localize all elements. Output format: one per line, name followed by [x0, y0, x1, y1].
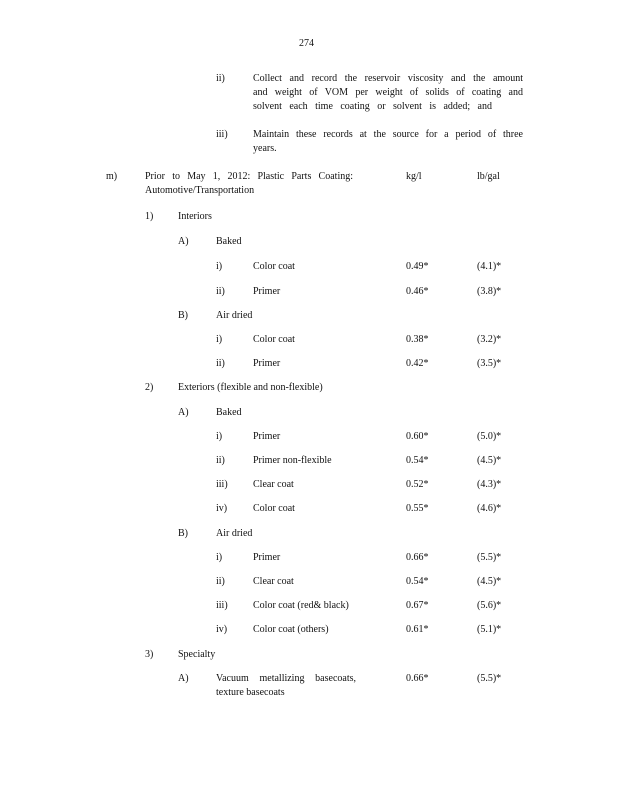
item-text-line: Maintain these records at the source for a period of three [253, 129, 523, 140]
row-number: iv) [216, 503, 228, 514]
item-text-line: Collect and record the reservoir viscosity and the amount [253, 73, 523, 84]
row-number: 2) [145, 382, 154, 393]
row-text: Clear coat [253, 576, 294, 587]
row-text: Baked [216, 407, 242, 418]
item-text-line: and weight of VOM per weight of solids of coating and [253, 87, 523, 98]
row-number: ii) [216, 576, 225, 587]
row-lb: (4.1)* [477, 261, 502, 272]
row-text: Primer [253, 431, 281, 442]
row-number: B) [178, 310, 188, 321]
row-number: B) [178, 528, 188, 539]
row-number: A) [178, 407, 189, 418]
row-lb: (5.1)* [477, 624, 502, 635]
row-number: 1) [145, 211, 154, 222]
row-lb: (3.5)* [477, 358, 502, 369]
row-kg: 0.42* [406, 358, 429, 369]
row-number: i) [216, 552, 223, 563]
unit-header-kg: kg/l [406, 171, 422, 182]
unit-header-lb: lb/gal [477, 171, 500, 182]
row-text: Primer [253, 358, 281, 369]
row-text: Color coat [253, 261, 295, 272]
row-text: Air dried [216, 310, 253, 321]
row-number: i) [216, 431, 223, 442]
row-lb: (5.0)* [477, 431, 502, 442]
row-kg: 0.60* [406, 431, 429, 442]
row-number: iii) [216, 600, 228, 611]
page-number: 274 [299, 38, 314, 49]
row-kg: 0.61* [406, 624, 429, 635]
row-text: Exteriors (flexible and non-flexible) [178, 382, 323, 393]
row-number: A) [178, 236, 189, 247]
row-number: ii) [216, 455, 225, 466]
row-number: 3) [145, 649, 154, 660]
item-number: iii) [216, 129, 228, 140]
row-number: A) [178, 673, 189, 684]
row-lb: (4.3)* [477, 479, 502, 490]
row-kg: 0.46* [406, 286, 429, 297]
row-text: Color coat (red& black) [253, 600, 349, 611]
row-text: Color coat [253, 334, 295, 345]
row-kg: 0.66* [406, 673, 429, 684]
row-lb: (3.8)* [477, 286, 502, 297]
row-text: Specialty [178, 649, 216, 660]
row-text: Vacuum metallizing basecoats, [216, 673, 356, 684]
row-number: iv) [216, 624, 228, 635]
section-title-line: Prior to May 1, 2012: Plastic Parts Coating: [145, 171, 353, 182]
row-lb: (4.6)* [477, 503, 502, 514]
row-kg: 0.52* [406, 479, 429, 490]
row-text: Primer [253, 552, 281, 563]
row-text: texture basecoats [216, 687, 285, 698]
row-kg: 0.38* [406, 334, 429, 345]
item-text-line: solvent each time coating or solvent is added; and [253, 101, 492, 112]
row-lb: (4.5)* [477, 576, 502, 587]
row-text: Clear coat [253, 479, 294, 490]
row-lb: (4.5)* [477, 455, 502, 466]
row-text: Color coat (others) [253, 624, 329, 635]
section-title-line: Automotive/Transportation [145, 185, 255, 196]
row-kg: 0.54* [406, 455, 429, 466]
row-number: i) [216, 261, 223, 272]
section-letter: m) [106, 171, 118, 182]
row-lb: (3.2)* [477, 334, 502, 345]
row-text: Air dried [216, 528, 253, 539]
row-text: Baked [216, 236, 242, 247]
row-kg: 0.67* [406, 600, 429, 611]
row-kg: 0.55* [406, 503, 429, 514]
item-text-line: years. [253, 143, 277, 154]
row-text: Color coat [253, 503, 295, 514]
row-kg: 0.54* [406, 576, 429, 587]
row-kg: 0.66* [406, 552, 429, 563]
row-number: i) [216, 334, 223, 345]
row-kg: 0.49* [406, 261, 429, 272]
row-text: Interiors [178, 211, 212, 222]
row-lb: (5.5)* [477, 552, 502, 563]
row-lb: (5.5)* [477, 673, 502, 684]
row-lb: (5.6)* [477, 600, 502, 611]
item-number: ii) [216, 73, 225, 84]
row-text: Primer non-flexible [253, 455, 332, 466]
row-number: ii) [216, 286, 225, 297]
row-number: iii) [216, 479, 228, 490]
row-text: Primer [253, 286, 281, 297]
row-number: ii) [216, 358, 225, 369]
